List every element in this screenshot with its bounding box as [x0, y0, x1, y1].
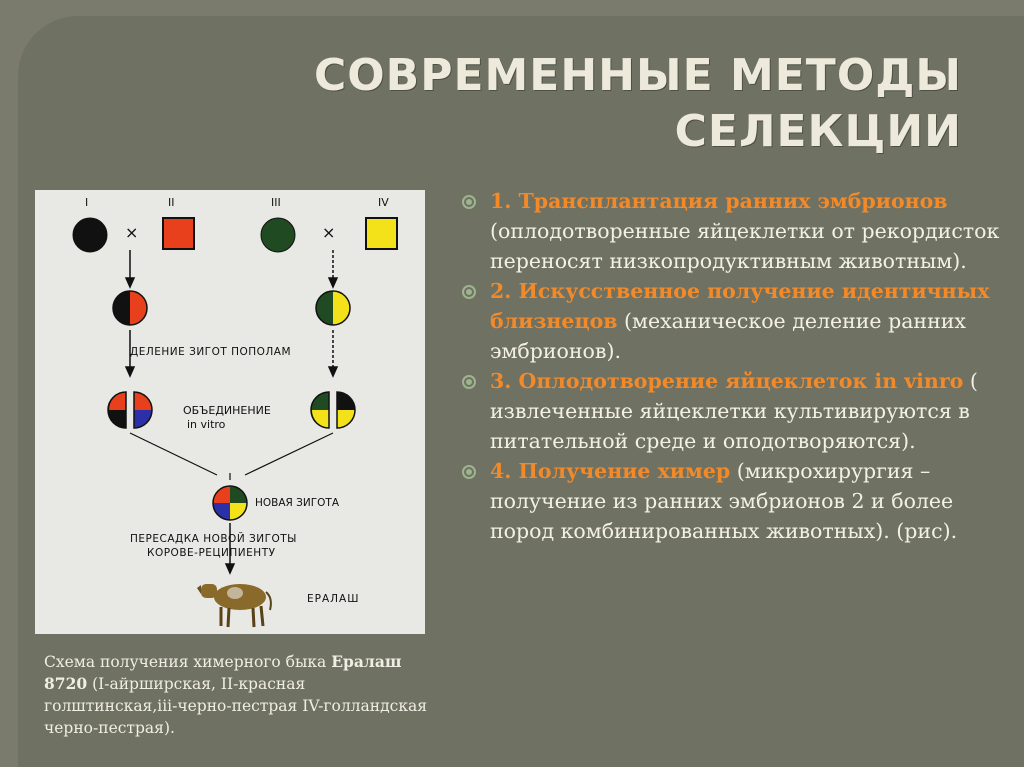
label-new-zygote: НОВАЯ ЗИГОТА — [255, 497, 340, 509]
parent-4-male-symbol — [366, 218, 397, 249]
list-item — [462, 456, 1002, 546]
method-2-text: (механическое деление ранних эмбрионов). — [490, 309, 966, 363]
title-line-1: СОВРЕМЕННЫЕ МЕТОДЫ — [313, 50, 962, 101]
methods-list — [462, 186, 1002, 546]
chimera-scheme-figure — [35, 190, 425, 634]
label-union-2: in vitro — [187, 418, 226, 431]
cross-sign-1: × — [125, 223, 139, 242]
converge-line-left — [130, 433, 217, 475]
method-4-text: (микрохирургия – получение из ранних эмбрионов 2 и более пород комбинированных животных). (рис). — [490, 459, 958, 543]
zygote-right — [316, 291, 350, 325]
method-1-text: (оплодотворенные яйцеклетки от рекордисток переносят низкопродуктивным животным). — [490, 219, 1000, 273]
method-4-title: 4. Получение химер — [490, 459, 731, 483]
title-line-2: СЕЛЕКЦИИ — [674, 106, 962, 157]
label-union-1: ОБЪЕДИНЕНИЕ — [183, 404, 271, 417]
arrow-head-left-1 — [126, 278, 134, 287]
label-transfer-1: ПЕРЕСАДКА НОВОЙ ЗИГОТЫ — [130, 533, 297, 545]
converge-line-right — [245, 433, 333, 475]
list-item — [462, 186, 1002, 276]
label-parent-3: III — [271, 196, 281, 209]
label-parent-4: IV — [378, 196, 389, 209]
parent-3-female-symbol — [261, 218, 295, 252]
method-2-title: 2. Искусственное получение идентичных близнецов — [490, 279, 990, 333]
method-3-text: ( извлеченные яйцеклетки культивируются в питательной среде и оподотворяются). — [490, 369, 978, 453]
bullet-icon — [462, 195, 476, 209]
split-embryo-right — [311, 392, 355, 428]
chimera-scheme-diagram — [35, 190, 425, 634]
label-division: ДЕЛЕНИЕ ЗИГОТ ПОПОЛАМ — [130, 346, 292, 358]
bullet-icon — [462, 285, 476, 299]
new-zygote — [213, 486, 247, 520]
method-3-title: 3. Оплодотворение яйцеклеток in vinro — [490, 369, 964, 393]
arrow-head-left-2 — [126, 367, 134, 376]
parent-2-male-symbol — [163, 218, 194, 249]
label-parent-1: I — [85, 196, 89, 209]
bullet-icon — [462, 375, 476, 389]
method-1-title: 1. Трансплантация ранних эмбрионов — [490, 189, 948, 213]
split-embryo-left — [108, 392, 152, 428]
label-calf-name: ЕРАЛАШ — [307, 593, 360, 605]
slide-title — [314, 48, 962, 160]
parent-1-female-symbol — [73, 218, 107, 252]
caption-text-1: Схема получения химерного быка — [44, 653, 332, 671]
zygote-left — [113, 291, 147, 325]
caption-text-2: (I-айрширская, II-красная голштинская,iii-черно-пестрая IV-голландская черно-пестрая). — [44, 675, 428, 737]
arrow-head-right-2 — [329, 367, 337, 376]
label-parent-2: II — [168, 196, 175, 209]
label-transfer-2: КОРОВЕ-РЕЦИПИЕНТУ — [147, 547, 276, 559]
bullet-icon — [462, 465, 476, 479]
list-item — [462, 276, 1002, 366]
arrow-head-right-1 — [329, 278, 337, 287]
figure-caption — [44, 651, 434, 739]
list-item — [462, 366, 1002, 456]
arrow-head-center — [226, 564, 234, 573]
cross-sign-2: × — [322, 223, 336, 242]
caption-bold-name: Ералаш 8720 — [44, 652, 402, 693]
calf-icon — [197, 584, 271, 627]
